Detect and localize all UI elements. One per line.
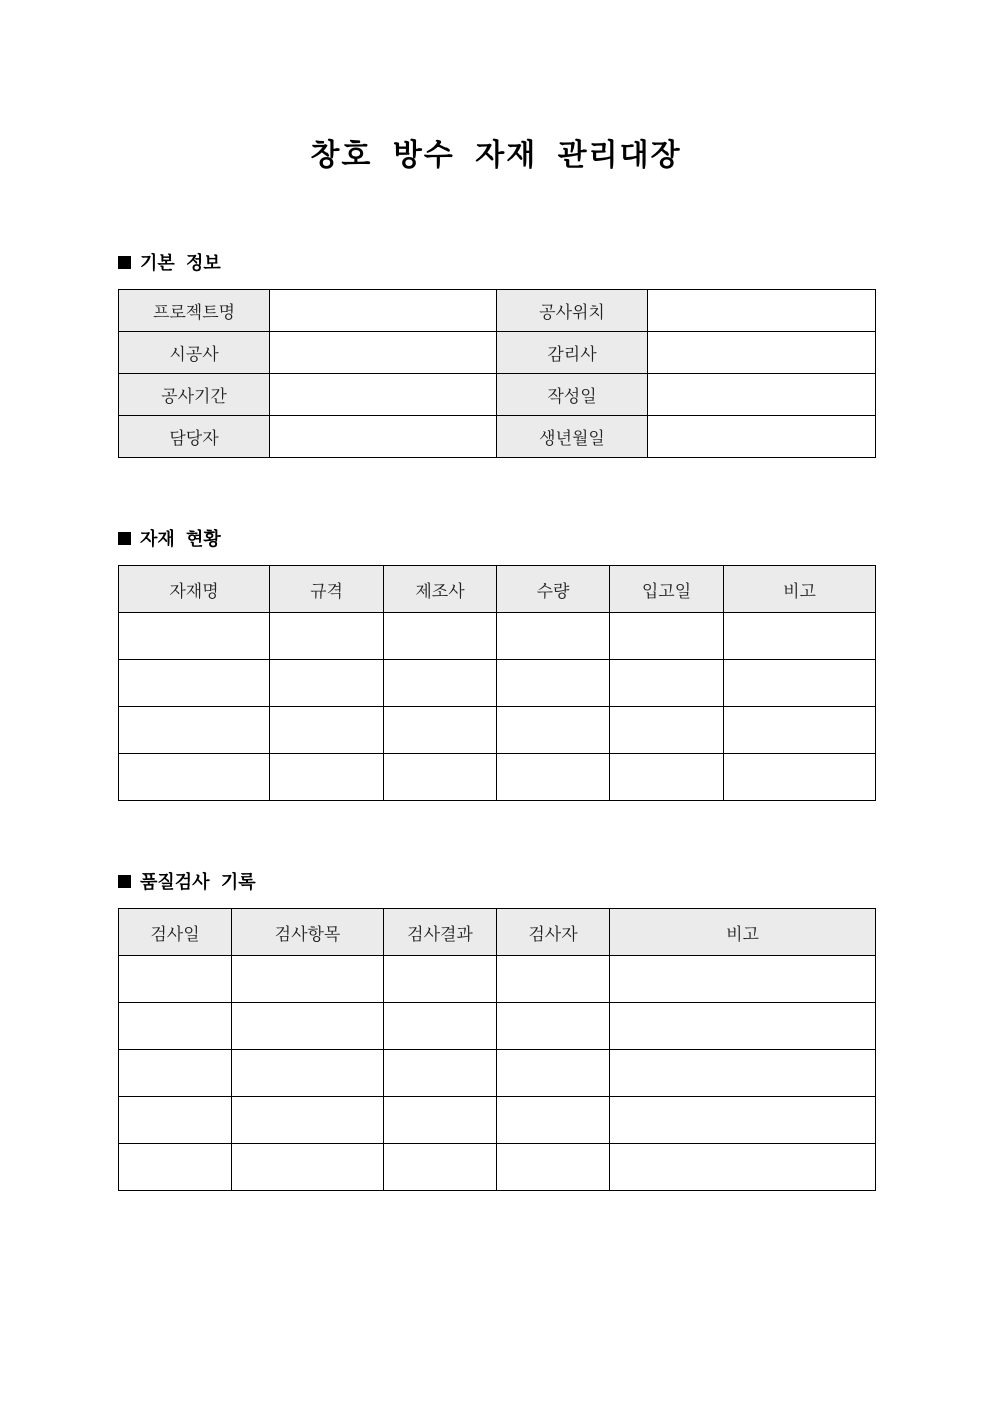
birth-date-field[interactable] — [648, 416, 876, 458]
square-bullet-icon — [118, 875, 131, 888]
table-row — [119, 707, 876, 754]
column-header: 비고 — [610, 909, 876, 956]
written-date-field[interactable] — [648, 374, 876, 416]
table-row — [119, 332, 876, 374]
table-cell[interactable] — [497, 754, 610, 801]
table-cell[interactable] — [497, 660, 610, 707]
table-cell[interactable] — [497, 1050, 610, 1097]
material-status-table — [118, 565, 876, 801]
column-header: 입고일 — [610, 566, 724, 613]
table-cell[interactable] — [119, 956, 232, 1003]
quality-inspection-table — [118, 908, 876, 1191]
column-header: 자재명 — [119, 566, 270, 613]
supervisor-field[interactable] — [648, 332, 876, 374]
contractor-field[interactable] — [270, 332, 497, 374]
table-cell[interactable] — [497, 707, 610, 754]
construction-period-field[interactable] — [270, 374, 497, 416]
column-header: 비고 — [724, 566, 876, 613]
table-cell[interactable] — [384, 1097, 497, 1144]
field-label: 공사기간 — [119, 374, 270, 416]
field-label: 작성일 — [497, 374, 648, 416]
table-cell[interactable] — [119, 1144, 232, 1191]
table-cell[interactable] — [724, 707, 876, 754]
table-cell[interactable] — [610, 1050, 876, 1097]
table-row — [119, 956, 876, 1003]
table-cell[interactable] — [610, 1003, 876, 1050]
table-cell[interactable] — [119, 707, 270, 754]
table-cell[interactable] — [384, 754, 497, 801]
table-cell[interactable] — [270, 707, 384, 754]
table-cell[interactable] — [724, 613, 876, 660]
column-header: 검사일 — [119, 909, 232, 956]
section-heading-inspection — [118, 871, 256, 895]
field-label: 프로젝트명 — [119, 290, 270, 332]
basic-info-body — [119, 290, 876, 458]
table-row — [119, 1003, 876, 1050]
table-cell[interactable] — [119, 660, 270, 707]
table-cell[interactable] — [232, 1144, 384, 1191]
section-title-inspection: 품질검사 기록 — [140, 872, 256, 893]
table-cell[interactable] — [497, 613, 610, 660]
table-row — [119, 1097, 876, 1144]
table-cell[interactable] — [232, 1097, 384, 1144]
table-cell[interactable] — [270, 754, 384, 801]
table-cell[interactable] — [119, 1050, 232, 1097]
table-cell[interactable] — [119, 613, 270, 660]
column-header: 검사항목 — [232, 909, 384, 956]
table-cell[interactable] — [497, 1097, 610, 1144]
table-cell[interactable] — [610, 956, 876, 1003]
section-heading-material — [118, 528, 221, 552]
table-cell[interactable] — [384, 1144, 497, 1191]
table-cell[interactable] — [610, 707, 724, 754]
field-label: 시공사 — [119, 332, 270, 374]
table-cell[interactable] — [610, 1097, 876, 1144]
table-cell[interactable] — [270, 613, 384, 660]
table-row — [119, 1144, 876, 1191]
table-row — [119, 416, 876, 458]
inspection-table-header — [119, 909, 876, 956]
table-cell[interactable] — [610, 754, 724, 801]
table-cell[interactable] — [232, 1050, 384, 1097]
table-cell[interactable] — [384, 660, 497, 707]
table-cell[interactable] — [384, 956, 497, 1003]
table-row — [119, 660, 876, 707]
table-cell[interactable] — [497, 1003, 610, 1050]
table-header-row — [119, 909, 876, 956]
column-header: 제조사 — [384, 566, 497, 613]
section-title-material: 자재 현황 — [140, 529, 221, 550]
table-cell[interactable] — [384, 1050, 497, 1097]
table-cell[interactable] — [610, 613, 724, 660]
square-bullet-icon — [118, 256, 131, 269]
table-row — [119, 754, 876, 801]
field-label: 담당자 — [119, 416, 270, 458]
table-header-row — [119, 566, 876, 613]
person-in-charge-field[interactable] — [270, 416, 497, 458]
table-cell[interactable] — [724, 660, 876, 707]
field-label: 감리사 — [497, 332, 648, 374]
field-label: 생년월일 — [497, 416, 648, 458]
table-cell[interactable] — [232, 1003, 384, 1050]
table-cell[interactable] — [724, 754, 876, 801]
table-row — [119, 290, 876, 332]
section-heading-basic — [118, 252, 221, 276]
column-header: 규격 — [270, 566, 384, 613]
square-bullet-icon — [118, 532, 131, 545]
table-cell[interactable] — [119, 1097, 232, 1144]
table-cell[interactable] — [232, 956, 384, 1003]
basic-info-table — [118, 289, 876, 458]
table-row — [119, 1050, 876, 1097]
field-label: 공사위치 — [497, 290, 648, 332]
column-header: 수량 — [497, 566, 610, 613]
table-cell[interactable] — [497, 1144, 610, 1191]
table-cell[interactable] — [610, 1144, 876, 1191]
table-cell[interactable] — [384, 707, 497, 754]
column-header: 검사결과 — [384, 909, 497, 956]
table-cell[interactable] — [384, 1003, 497, 1050]
table-row — [119, 374, 876, 416]
table-cell[interactable] — [610, 660, 724, 707]
site-location-field[interactable] — [648, 290, 876, 332]
section-title-basic: 기본 정보 — [140, 253, 221, 274]
document-title: 창호 방수 자재 관리대장 — [310, 138, 682, 173]
table-cell[interactable] — [119, 1003, 232, 1050]
table-cell[interactable] — [119, 754, 270, 801]
inspection-table-body — [119, 956, 876, 1191]
table-row — [119, 613, 876, 660]
material-table-body — [119, 613, 876, 801]
table-cell[interactable] — [497, 956, 610, 1003]
project-name-field[interactable] — [270, 290, 497, 332]
material-table-header — [119, 566, 876, 613]
column-header: 검사자 — [497, 909, 610, 956]
table-cell[interactable] — [384, 613, 497, 660]
table-cell[interactable] — [270, 660, 384, 707]
